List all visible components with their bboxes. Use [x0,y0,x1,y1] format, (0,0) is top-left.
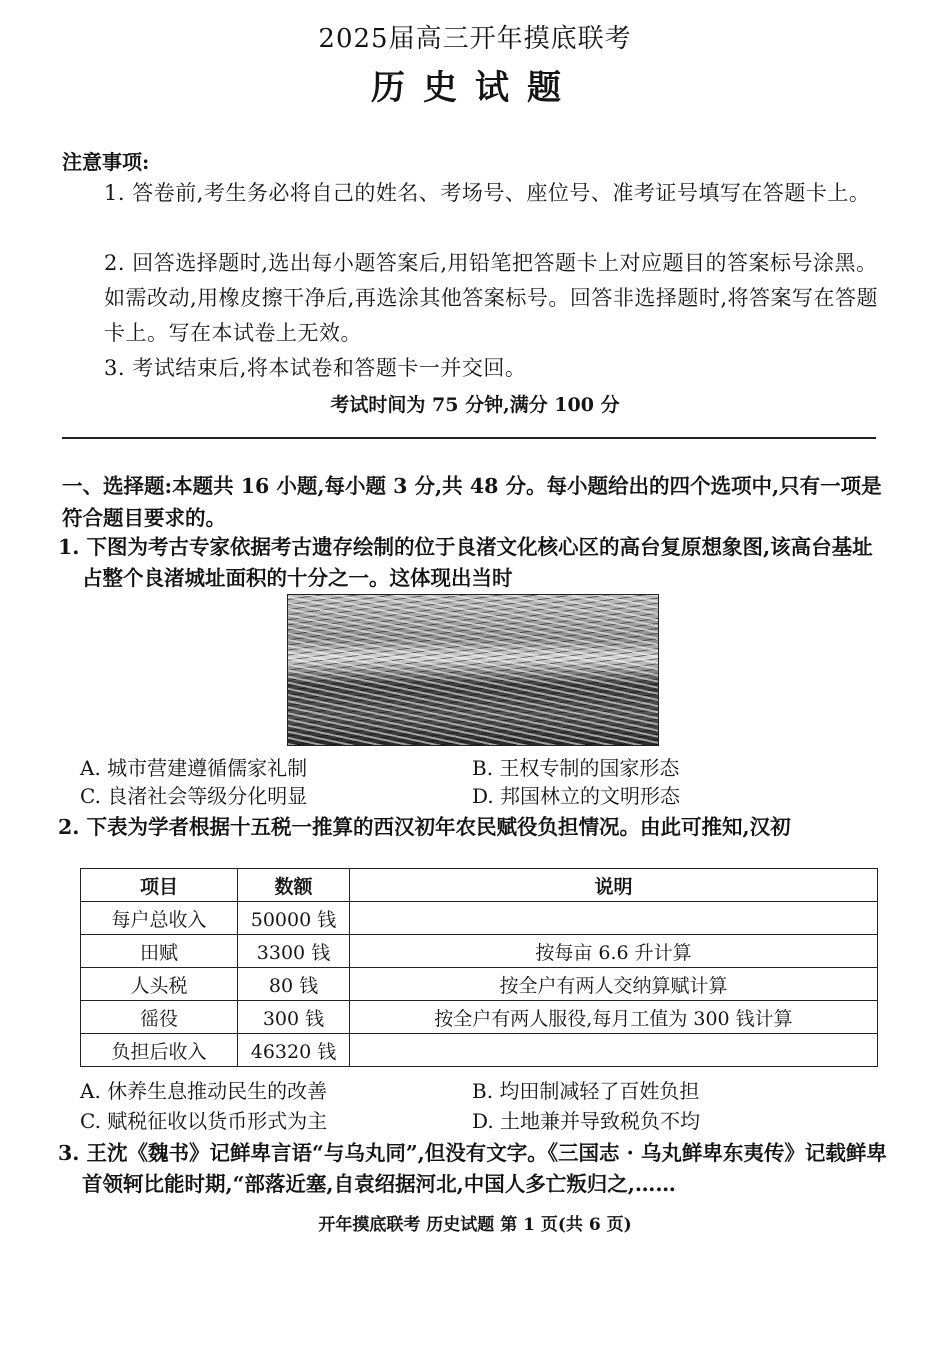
table-cell: 按全户有两人服役,每月工值为 300 钱计算 [350,1001,878,1034]
question-2-text: 2. 下表为学者根据十五税一推算的西汉初年农民赋役负担情况。由此可推知,汉初 [58,815,791,839]
table-header-item: 项目 [81,869,238,902]
question-1-text: 1. 下图为考古专家依据考古遗存绘制的位于良渚文化核心区的高台复原想象图,该高台基址占整个良渚城址面积的十分之一。这体现出当时 [58,535,873,590]
table-cell: 按全户有两人交纳算赋计算 [350,968,878,1001]
table-row [81,1001,878,1034]
table-cell: 田赋 [81,935,238,968]
notice-heading: 注意事项: [62,150,150,174]
divider-line [62,437,876,439]
q1-option-a: A. 城市营建遵循儒家礼制 [80,756,308,780]
question-1-stem [58,532,888,594]
table-header-amount: 数额 [238,869,350,902]
question-2-stem [58,812,888,843]
table-cell: 46320 钱 [238,1034,350,1067]
table-cell [350,1034,878,1067]
q1-option-c: C. 良渚社会等级分化明显 [80,784,308,808]
notice-item-2: 2. 回答选择题时,选出每小题答案后,用铅笔把答题卡上对应题目的答案标号涂黑。如需改动,用橡皮擦干净后,再选涂其他答案标号。回答非选择题时,将答案写在答题卡上。写在本试卷上无效。 [104,251,879,345]
q2-option-b: B. 均田制减轻了百姓负担 [472,1079,700,1103]
subject-title: 历史试题 [371,68,579,108]
table-row [81,968,878,1001]
table-row [81,902,878,935]
table-cell: 人头税 [81,968,238,1001]
tax-burden-table [80,868,878,1067]
q2-option-c: C. 赋税征收以货币形式为主 [80,1109,328,1133]
question-3-stem [58,1138,888,1200]
table-row [81,1034,878,1067]
table-cell: 300 钱 [238,1001,350,1034]
table-cell: 每户总收入 [81,902,238,935]
section-heading: 一、选择题:本题共 16 小题,每小题 3 分,共 48 分。每小题给出的四个选项中,只有一项是符合题目要求的。 [62,474,882,530]
table-cell: 徭役 [81,1001,238,1034]
question-3-text: 3. 王沈《魏书》记鲜卑言语“与乌丸同”,但没有文字。《三国志 · 乌丸鲜卑东夷传》记载鲜卑首领轲比能时期,“部落近塞,自袁绍据河北,中国人多亡叛归之,…… [58,1141,887,1196]
platform-reconstruction-image [287,594,659,746]
table-cell [350,902,878,935]
table-row [81,935,878,968]
q2-option-d: D. 土地兼并导致税负不均 [472,1109,701,1133]
table-cell: 负担后收入 [81,1034,238,1067]
page-footer: 开年摸底联考 历史试题 第 1 页(共 6 页) [318,1215,632,1235]
exam-time-line: 考试时间为 75 分钟,满分 100 分 [330,394,620,416]
q2-option-a: A. 休养生息推动民生的改善 [80,1079,328,1103]
table-cell: 按每亩 6.6 升计算 [350,935,878,968]
q1-option-d: D. 邦国林立的文明形态 [472,784,681,808]
table-header-row [81,869,878,902]
notice-item-1: 1. 答卷前,考生务必将自己的姓名、考场号、座位号、准考证号填写在答题卡上。 [104,181,871,205]
table-header-note: 说明 [350,869,878,902]
table-cell: 50000 钱 [238,902,350,935]
notice-item-3: 3. 考试结束后,将本试卷和答题卡一并交回。 [104,356,527,380]
exam-title: 2025届高三开年摸底联考 [318,24,632,54]
q1-option-b: B. 王权专制的国家形态 [472,756,680,780]
table-cell: 80 钱 [238,968,350,1001]
table-cell: 3300 钱 [238,935,350,968]
